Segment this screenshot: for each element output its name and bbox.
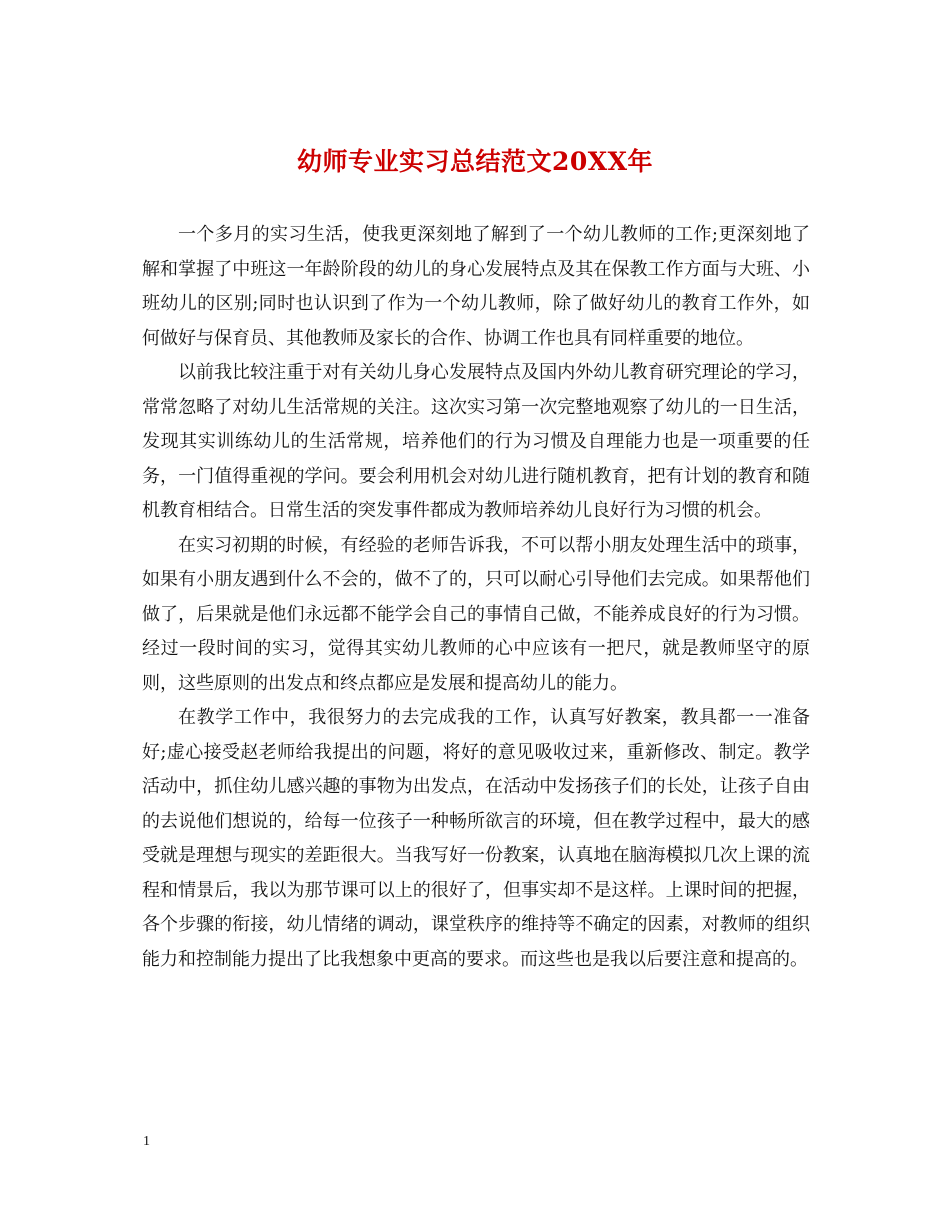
page-number: 1	[143, 1134, 150, 1149]
paragraph-2: 以前我比较注重于对有关幼儿身心发展特点及国内外幼儿教育研究理论的学习，常常忽略了对幼儿生活常规的关注。这次实习第一次完整地观察了幼儿的一日生活，发现其实训练幼儿的生活常规，培养他们的行为习惯及自理能力也是一项重要的任务，一门值得重视的学问。要会利用机会对幼儿进行随机教育，把有计划的教育和随机教育相结合。日常生活的突发事件都成为教师培养幼儿良好行为习惯的机会。	[142, 362, 810, 521]
paragraph-1: 一个多月的实习生活，使我更深刻地了解到了一个幼儿教师的工作;更深刻地了解和掌握了中班这一年龄阶段的幼儿的身心发展特点及其在保教工作方面与大班、小班幼儿的区别;同时也认识到了作为一个幼儿教师，除了做好幼儿的教育工作外，如何做好与保育员、其他教师及家长的合作、协调工作也具有同样重要的地位。	[142, 224, 810, 349]
document-title: 幼师专业实习总结范文20XX年	[296, 147, 654, 176]
paragraph-4: 在教学工作中，我很努力的去完成我的工作，认真写好教案，教具都一一准备好;虚心接受赵老师给我提出的问题，将好的意见吸收过来，重新修改、制定。教学活动中，抓住幼儿感兴趣的事物为出发点，在活动中发扬孩子们的长处，让孩子自由的去说他们想说的，给每一位孩子一种畅所欲言的环境，但在教学过程中，最大的感受就是理想与现实的差距很大。当我写好一份教案，认真地在脑海模拟几次上课的流程和情景后，我以为那节课可以上的很好了，但事实却不是这样。上课时间的把握，各个步骤的衔接，幼儿情绪的调动，课堂秩序的维持等不确定的因素，对教师的组织能力和控制能力提出了比我想象中更高的要求。而这些也是我以后要注意和提高的。	[142, 707, 810, 970]
document-body	[142, 218, 810, 977]
paragraph-3: 在实习初期的时候，有经验的老师告诉我，不可以帮小朋友处理生活中的琐事，如果有小朋友遇到什么不会的，做不了的，只可以耐心引导他们去完成。如果帮他们做了，后果就是他们永远都不能学会自己的事情自己做，不能养成良好的行为习惯。经过一段时间的实习，觉得其实幼儿教师的心中应该有一把尺，就是教师坚守的原则，这些原则的出发点和终点都应是发展和提高幼儿的能力。	[142, 534, 810, 694]
